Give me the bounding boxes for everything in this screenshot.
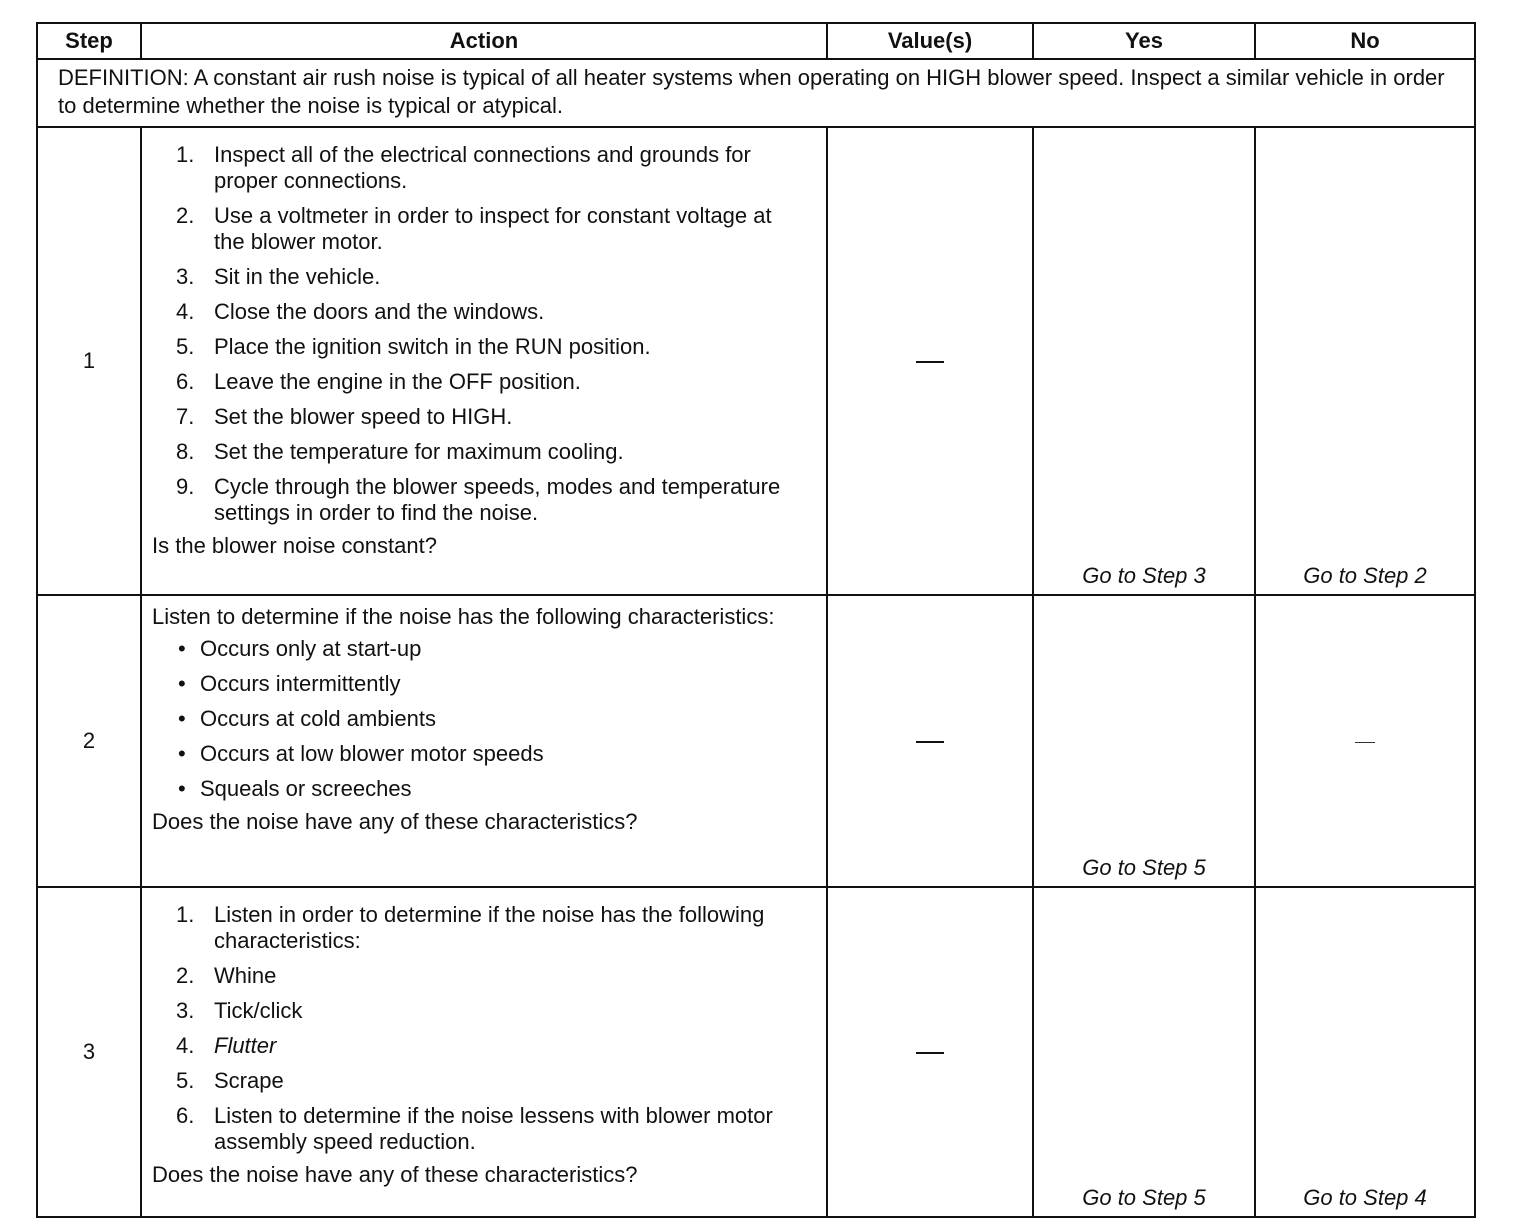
header-no: No: [1255, 23, 1475, 59]
definition-text: DEFINITION: A constant air rush noise is typical of all heater systems when operating on HIGH blower speed. Inspect a similar vehicle in order to determine whether the noise is typical or atypical.: [37, 59, 1475, 127]
step-number: 1: [37, 127, 141, 595]
goto-link[interactable]: Go to Step 5: [1082, 1185, 1206, 1210]
goto-link[interactable]: Go to Step 2: [1303, 563, 1427, 588]
header-row: [37, 23, 1475, 59]
yes-cell: [1033, 887, 1255, 1217]
list-item: 5. Scrape: [176, 1068, 284, 1093]
list-item: 4. Flutter: [176, 1033, 277, 1058]
list-item: 9. Cycle through the blower speeds, modes and temperature settings in order to find the noise.: [176, 474, 781, 525]
bullet-list: [152, 636, 806, 802]
list-item: 3. Tick/click: [176, 998, 303, 1023]
list-item: • Squeals or screeches: [178, 776, 412, 801]
no-cell: [1255, 887, 1475, 1217]
definition-row: [37, 59, 1475, 127]
list-item: 5. Place the ignition switch in the RUN position.: [176, 334, 651, 359]
header-yes: Yes: [1033, 23, 1255, 59]
value-cell: [827, 595, 1033, 887]
action-cell: [141, 595, 827, 887]
list-item: 1. Listen in order to determine if the noise has the following characteristics:: [176, 902, 765, 953]
action-cell: [141, 127, 827, 595]
numbered-list: [152, 142, 806, 526]
table-row: [37, 127, 1475, 595]
goto-link[interactable]: Go to Step 3: [1082, 563, 1206, 588]
action-cell: [141, 887, 827, 1217]
goto-link[interactable]: Go to Step 4: [1303, 1185, 1427, 1210]
dash-mark: [916, 361, 944, 363]
value-cell: [827, 127, 1033, 595]
question-text: Is the blower noise constant?: [152, 533, 437, 558]
list-item: 8. Set the temperature for maximum cooling.: [176, 439, 624, 464]
list-item: • Occurs intermittently: [178, 671, 401, 696]
list-item: 1. Inspect all of the electrical connections and grounds for proper connections.: [176, 142, 751, 193]
yes-cell: [1033, 127, 1255, 595]
list-item: • Occurs at cold ambients: [178, 706, 436, 731]
header-values: Value(s): [827, 23, 1033, 59]
list-item: 6. Leave the engine in the OFF position.: [176, 369, 581, 394]
no-cell: [1255, 595, 1475, 887]
table-row: [37, 595, 1475, 887]
question-text: Does the noise have any of these characteristics?: [152, 809, 638, 834]
value-cell: [827, 887, 1033, 1217]
header-step: Step: [37, 23, 141, 59]
question-text: Does the noise have any of these characteristics?: [152, 1162, 638, 1187]
numbered-list: [152, 902, 806, 1155]
list-item: 2. Use a voltmeter in order to inspect for constant voltage at the blower motor.: [176, 203, 772, 254]
list-item: 7. Set the blower speed to HIGH.: [176, 404, 513, 429]
list-item: 3. Sit in the vehicle.: [176, 264, 381, 289]
list-item: • Occurs only at start-up: [178, 636, 422, 661]
goto-link[interactable]: Go to Step 5: [1082, 855, 1206, 880]
list-item: 6. Listen to determine if the noise lessens with blower motor assembly speed reduction.: [176, 1103, 773, 1154]
list-item: 4. Close the doors and the windows.: [176, 299, 545, 324]
dash-mark: [916, 741, 944, 743]
yes-cell: [1033, 595, 1255, 887]
intro-text: Listen to determine if the noise has the following characteristics:: [152, 604, 775, 629]
list-item: • Occurs at low blower motor speeds: [178, 741, 544, 766]
dash-mark: [1355, 742, 1375, 743]
no-cell: [1255, 127, 1475, 595]
diagnostic-table: [36, 22, 1476, 1218]
dash-mark: [916, 1052, 944, 1054]
step-number: 3: [37, 887, 141, 1217]
step-number: 2: [37, 595, 141, 887]
list-item: 2. Whine: [176, 963, 277, 988]
table-row: [37, 887, 1475, 1217]
header-action: Action: [141, 23, 827, 59]
